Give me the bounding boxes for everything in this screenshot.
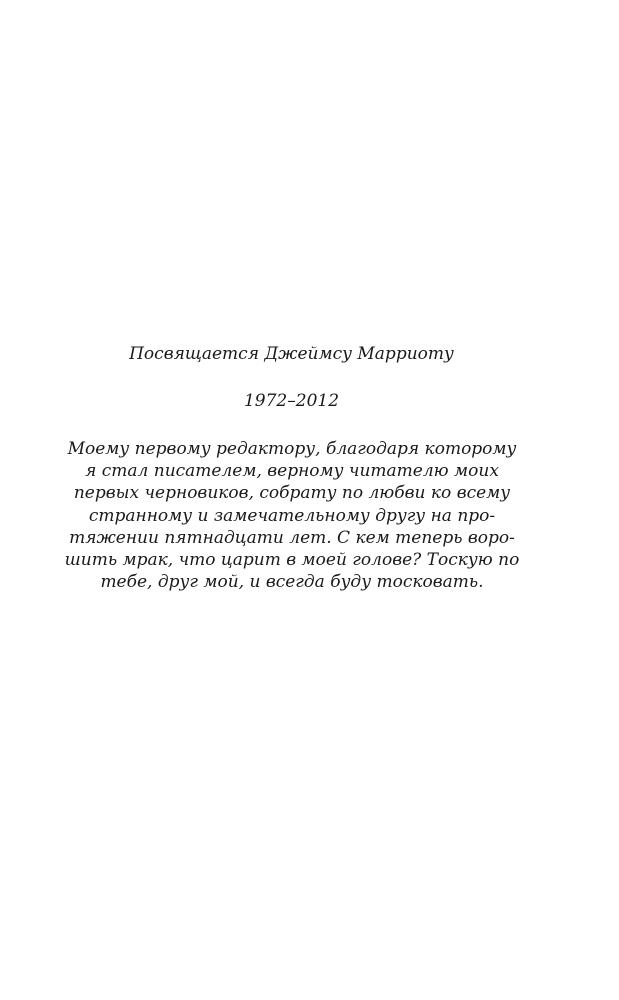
dedication-title: Посвящается Джеймсу Марриоту bbox=[129, 344, 454, 364]
dedication-line: тяжении пятнадцати лет. С кем теперь воро- bbox=[69, 527, 515, 548]
dedication-years: 1972–2012 bbox=[243, 391, 340, 411]
dedication-line: шить мрак, что царит в моей голове? Тоскую по bbox=[64, 550, 520, 571]
dedication-line: тебе, друг мой, и всегда буду тосковать. bbox=[100, 572, 484, 593]
dedication-line: я стал писателем, верному читателю моих bbox=[85, 461, 499, 482]
dedication-line: странному и замечательному другу на про- bbox=[88, 505, 496, 526]
dedication-line: Моему первому редактору, благодаря которому bbox=[67, 439, 517, 459]
dedication-line: первых черновиков, собрату по любви ко всему bbox=[73, 483, 511, 504]
dedication-text bbox=[62, 438, 522, 593]
